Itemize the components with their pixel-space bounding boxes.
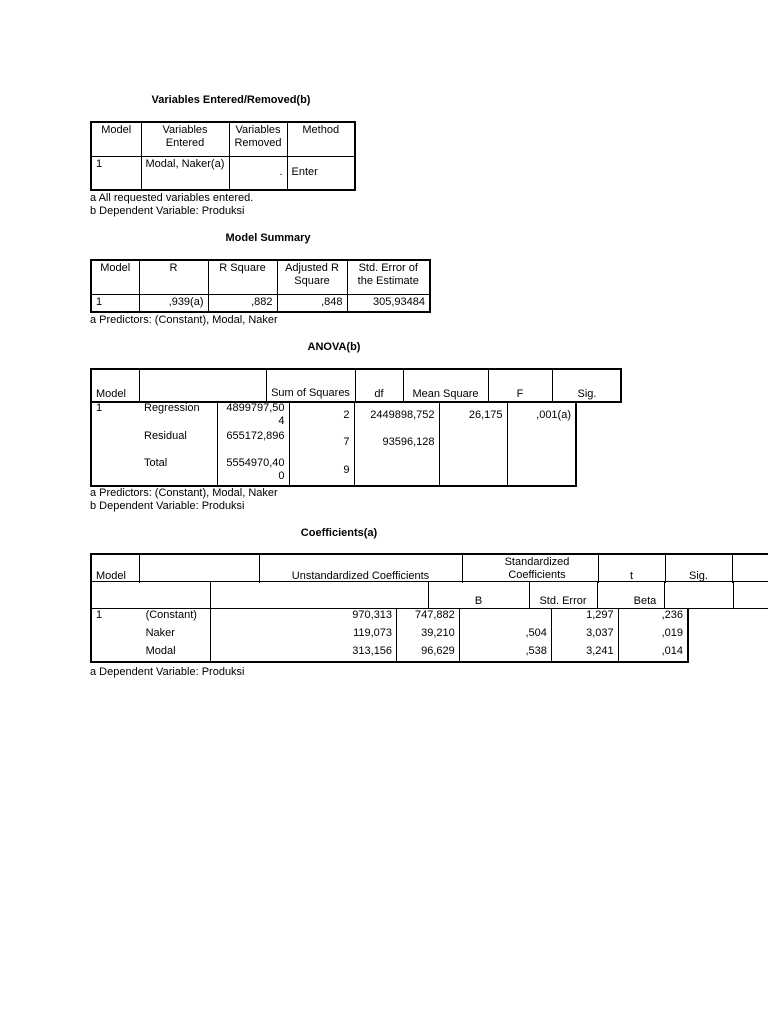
model-summary-title: Model Summary bbox=[225, 232, 311, 244]
col-header-r-square: R Square bbox=[208, 260, 277, 294]
cell-df: 9 bbox=[289, 456, 354, 486]
footnote: a All requested variables entered. bbox=[90, 192, 254, 204]
col-header-std-error: Std. Error bbox=[539, 595, 587, 607]
table-row bbox=[91, 644, 688, 662]
cell-f bbox=[439, 456, 507, 486]
table-row bbox=[91, 401, 576, 429]
col-header-std-error: Std. Error of the Estimate bbox=[357, 262, 419, 287]
cell-label: Regression bbox=[140, 401, 217, 429]
cell-std-error: 747,882 bbox=[397, 608, 460, 626]
cell-b: 970,313 bbox=[210, 608, 396, 626]
coefficients-table bbox=[90, 608, 689, 663]
cell-df: 2 bbox=[289, 401, 354, 429]
cell-model: 1 bbox=[96, 609, 103, 621]
coefficients-title: Coefficients(a) bbox=[300, 527, 378, 539]
col-header-model: Model bbox=[96, 388, 126, 400]
col-header-r: R bbox=[139, 260, 208, 294]
cell-model: 1 bbox=[91, 156, 141, 190]
cell-t: 3,037 bbox=[551, 626, 618, 644]
coefficients-header-top bbox=[90, 553, 768, 583]
col-header-beta: Beta bbox=[633, 595, 657, 607]
cell-df: 7 bbox=[289, 429, 354, 456]
col-header-df: df bbox=[374, 388, 384, 400]
col-header-model: Model bbox=[91, 260, 139, 294]
cell-label: Modal bbox=[142, 644, 211, 662]
anova-title: ANOVA(b) bbox=[307, 341, 361, 353]
col-header-method: Method bbox=[302, 124, 340, 136]
cell-sig: ,236 bbox=[661, 609, 683, 621]
cell-sig: ,001(a) bbox=[536, 408, 571, 421]
cell-entered: Modal, Naker(a) bbox=[141, 156, 229, 190]
anova-header bbox=[90, 368, 622, 403]
cell-label: Residual bbox=[140, 429, 217, 456]
col-header-sig: Sig. bbox=[577, 388, 597, 400]
cell-sig bbox=[507, 429, 576, 456]
col-header-model: Model bbox=[91, 122, 141, 156]
table-header-row bbox=[91, 260, 430, 294]
cell-f bbox=[439, 429, 507, 456]
cell-sum-squares: 4899797,504 bbox=[217, 401, 289, 429]
table-row bbox=[91, 608, 688, 626]
cell-label: (Constant) bbox=[142, 608, 211, 626]
col-header-t: t bbox=[629, 570, 634, 582]
col-header-sum-squares: Sum of Squares bbox=[271, 387, 350, 399]
table-row bbox=[91, 156, 355, 190]
model-summary-table bbox=[90, 259, 431, 313]
cell-f: 26,175 bbox=[439, 401, 507, 429]
col-header-f: F bbox=[516, 388, 524, 400]
col-header-entered: Variables Entered bbox=[141, 122, 229, 156]
col-header-b: B bbox=[474, 595, 483, 607]
cell-mean-square bbox=[354, 456, 439, 486]
table-row bbox=[91, 429, 576, 456]
cell-sum-squares: 5554970,400 bbox=[217, 456, 289, 486]
cell-b: 119,073 bbox=[210, 626, 396, 644]
cell-sig: ,014 bbox=[661, 645, 683, 657]
variables-entered-table bbox=[90, 121, 356, 191]
col-header-unstandardized: Unstandardized Coefficients bbox=[291, 570, 430, 582]
cell-mean-square: 2449898,752 bbox=[354, 401, 439, 429]
cell-label: Naker bbox=[142, 626, 211, 644]
cell-model: 1 bbox=[96, 402, 103, 414]
cell-std-error: 305,93484 bbox=[373, 295, 425, 308]
table-row bbox=[91, 294, 430, 312]
coefficients-header-bottom bbox=[90, 581, 768, 609]
cell-t: 3,241 bbox=[551, 644, 618, 662]
cell-sig: ,019 bbox=[661, 627, 683, 639]
col-header-adj-r-square: Adjusted R Square bbox=[277, 260, 347, 294]
cell-model: 1 bbox=[91, 294, 139, 312]
col-header-standardized: Standardized Coefficients bbox=[504, 556, 570, 581]
table-header-row bbox=[91, 122, 355, 156]
footnote: a Dependent Variable: Produksi bbox=[90, 666, 245, 678]
col-header-model: Model bbox=[96, 570, 126, 582]
cell-b: 313,156 bbox=[210, 644, 396, 662]
cell-sig bbox=[507, 456, 576, 486]
cell-removed: . bbox=[229, 156, 287, 190]
cell-std-error: 96,629 bbox=[397, 644, 460, 662]
cell-method: Enter bbox=[291, 166, 318, 179]
cell-adj-r-square: ,848 bbox=[277, 294, 347, 312]
col-header-mean-square: Mean Square bbox=[412, 388, 479, 400]
footnote: a Predictors: (Constant), Modal, Naker bbox=[90, 487, 278, 499]
table-row bbox=[91, 626, 688, 644]
cell-r: ,939(a) bbox=[139, 294, 208, 312]
variables-entered-title: Variables Entered/Removed(b) bbox=[151, 94, 311, 106]
cell-std-error: 39,210 bbox=[397, 626, 460, 644]
cell-beta bbox=[459, 608, 551, 626]
col-header-sig: Sig. bbox=[689, 570, 708, 582]
cell-mean-square: 93596,128 bbox=[354, 429, 439, 456]
cell-beta: ,538 bbox=[459, 644, 551, 662]
anova-table bbox=[90, 401, 577, 487]
cell-t: 1,297 bbox=[551, 608, 618, 626]
footnote: b Dependent Variable: Produksi bbox=[90, 500, 245, 512]
table-row bbox=[91, 456, 576, 486]
cell-label: Total bbox=[140, 456, 217, 486]
footnote: a Predictors: (Constant), Modal, Naker bbox=[90, 314, 278, 326]
cell-beta: ,504 bbox=[459, 626, 551, 644]
cell-sum-squares: 655172,896 bbox=[217, 429, 289, 456]
cell-r-square: ,882 bbox=[208, 294, 277, 312]
footnote: b Dependent Variable: Produksi bbox=[90, 205, 245, 217]
col-header-removed: Variables Removed bbox=[229, 122, 287, 156]
